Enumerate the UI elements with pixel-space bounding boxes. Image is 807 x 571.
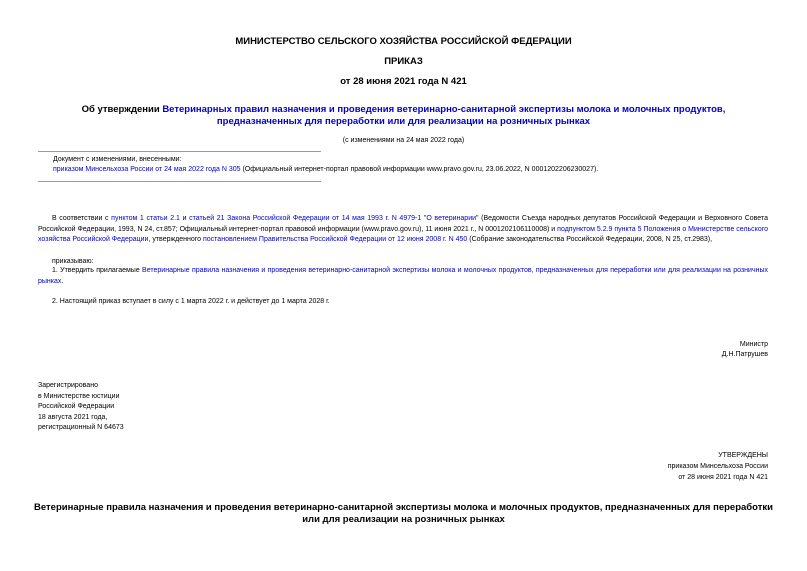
changes-bottom-rule — [38, 181, 321, 182]
amending-order-link[interactable]: приказом Минсельхоза России от 24 мая 2022 года N 305 — [53, 166, 241, 173]
approved-line: УТВЕРЖДЕНЫ — [718, 452, 768, 459]
registration-block — [38, 381, 238, 434]
preamble-text: В соответствии с — [52, 215, 112, 222]
order-word: приказываю: — [52, 258, 94, 265]
changes-top-rule — [38, 151, 321, 152]
registration-line: регистрационный N 64673 — [38, 424, 124, 431]
registration-line: Зарегистрировано — [38, 382, 98, 389]
document-title — [50, 104, 757, 128]
registration-line: в Министерстве юстиции — [38, 392, 120, 400]
ministry-heading: МИНИСТЕРСТВО СЕЛЬСКОГО ХОЗЯЙСТВА РОССИЙСКОЙ ФЕДЕРАЦИИ — [235, 36, 572, 47]
preamble-paragraph — [38, 214, 768, 246]
ministry-regulation-link[interactable]: подпунктом 5.2.9 пункта 5 Положения о Министерстве сельского хозяйства Российской Федерации — [38, 225, 768, 243]
item-1-suffix: . — [61, 277, 64, 285]
item-1 — [38, 266, 768, 287]
approved-line: приказом Минсельхоза России — [667, 463, 768, 470]
title-prefix: Об утверждении — [81, 104, 163, 115]
amendment-note: (с изменениями на 24 мая 2022 года) — [342, 137, 465, 144]
title-link[interactable]: Ветеринарных правил назначения и проведения ветеринарно-санитарной экспертизы молока и молочных продуктов, предназначенных для переработки или для реализации на розничных рынках — [162, 104, 726, 127]
approved-block — [560, 450, 768, 483]
rules-title: Ветеринарные правила назначения и проведения ветеринарно-санитарной экспертизы молока и молочных продуктов, предназначенных для переработки или для реализации на розничных рынках — [34, 502, 773, 525]
law-article-2-1-link[interactable]: пунктом 1 статьи 2.1 — [111, 215, 180, 222]
item-1-prefix: 1. Утвердить прилагаемые — [52, 267, 143, 274]
signature-name: Д.Н.Патрушев — [721, 351, 768, 358]
approved-rules-link[interactable]: Ветеринарные правила назначения и проведения ветеринарно-санитарной экспертизы молока и молочных продуктов, предназначенных для переработки или для реализации на розничных рынках — [38, 267, 768, 285]
changes-label: Документ с изменениями, внесенными: — [53, 156, 182, 163]
preamble-text: и — [179, 215, 190, 222]
preamble-text: , утвержденного — [148, 236, 203, 243]
document-type: ПРИКАЗ — [384, 56, 423, 67]
preamble-text: (Ведомости Съезда народных депутатов Российской Федерации и Верховного Совета Российской Федерации, 1993, N 24, ст.857; Официальный интернет-портал правовой информации (www.pravo.gov.ru), 11 июня 2021 г., N 0001202106110008) и — [38, 215, 768, 233]
registration-line: 18 августа 2021 года, — [38, 413, 108, 421]
signature-position: Министр — [739, 341, 768, 348]
preamble-text: (Собрание законодательства Российской Федерации, 2008, N 25, ст.2983), — [467, 236, 713, 243]
item-2: 2. Настоящий приказ вступает в силу с 1 марта 2022 г. и действует до 1 марта 2028 г. — [52, 298, 330, 305]
law-article-21-link[interactable]: статьей 21 Закона Российской Федерации от 14 мая 1993 г. N 4979-1 "О ветеринарии" — [189, 215, 479, 222]
changes-line — [53, 165, 773, 176]
document-date-number: от 28 июня 2021 года N 421 — [340, 76, 467, 87]
changes-suffix: (Официальный интернет-портал правовой информации www.pravo.gov.ru, 23.06.2022, N 0001202206230027). — [240, 166, 599, 173]
approved-line: от 28 июня 2021 года N 421 — [678, 474, 768, 481]
government-decree-link[interactable]: постановлением Правительства Российской Федерации от 12 июня 2008 г. N 450 — [203, 236, 468, 243]
registration-line: Российской Федерации — [38, 403, 115, 410]
